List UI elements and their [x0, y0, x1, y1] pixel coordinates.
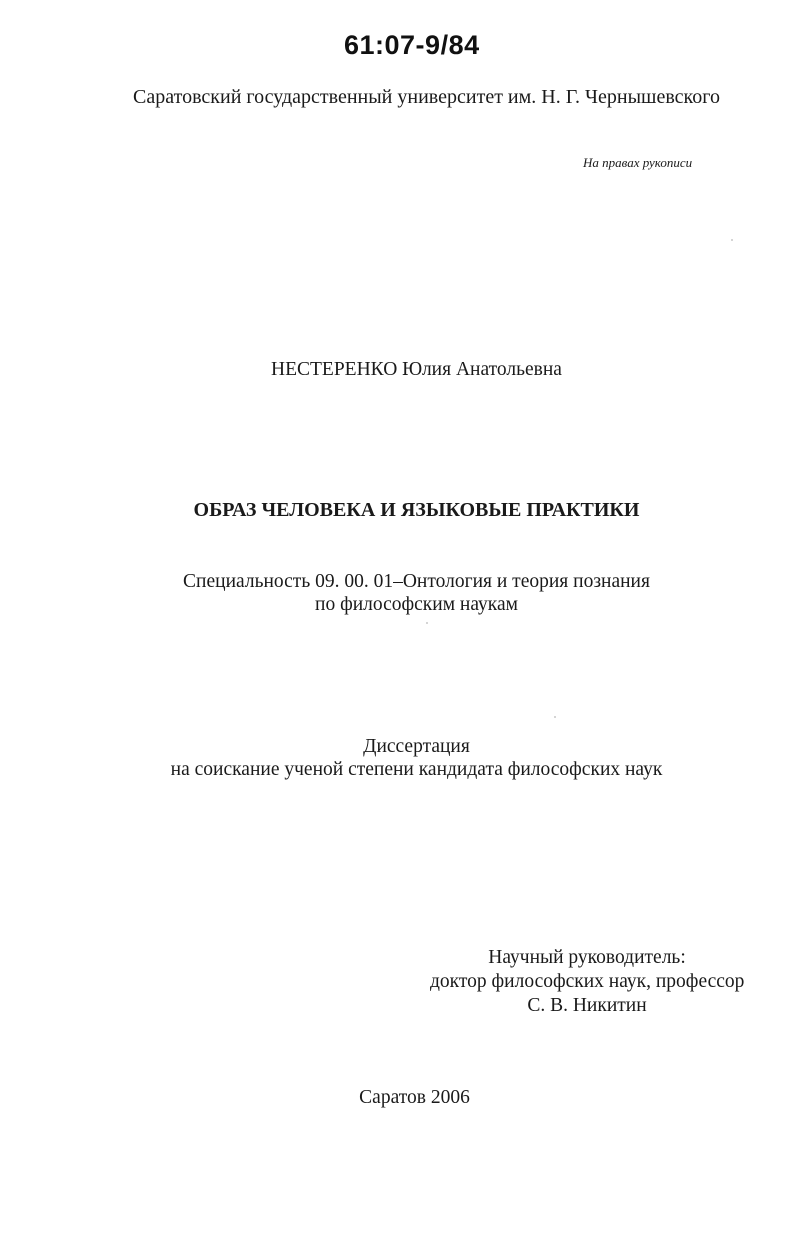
author-name: НЕСТЕРЕНКО Юлия Анатольевна	[271, 359, 562, 380]
university-name: Саратовский государственный университет им. Н. Г. Чернышевского	[133, 86, 720, 108]
dissertation-block	[0, 735, 795, 781]
scan-speck	[731, 239, 733, 241]
city-year: Саратов 2006	[359, 1087, 470, 1108]
supervisor-block	[430, 946, 744, 1018]
thesis-title: ОБРАЗ ЧЕЛОВЕКА И ЯЗЫКОВЫЕ ПРАКТИКИ	[193, 499, 640, 521]
supervisor-degree: доктор философских наук, профессор	[430, 971, 745, 992]
specialty-field-line: по философским наукам	[315, 594, 518, 615]
supervisor-label: Научный руководитель:	[488, 947, 686, 968]
degree-sought-line: на соискание ученой степени кандидата философских наук	[170, 759, 663, 780]
scan-speck	[554, 716, 556, 718]
dissertation-label: Диссертация	[363, 736, 470, 757]
supervisor-name: С. В. Никитин	[527, 995, 647, 1016]
manuscript-rights-note: На правах рукописи	[583, 155, 693, 170]
specialty-line: Специальность 09. 00. 01–Онтология и теория познания	[183, 571, 650, 592]
specialty-block	[0, 570, 795, 616]
library-stamp-code: 61:07-9/84	[344, 30, 480, 60]
scan-speck	[426, 622, 428, 624]
